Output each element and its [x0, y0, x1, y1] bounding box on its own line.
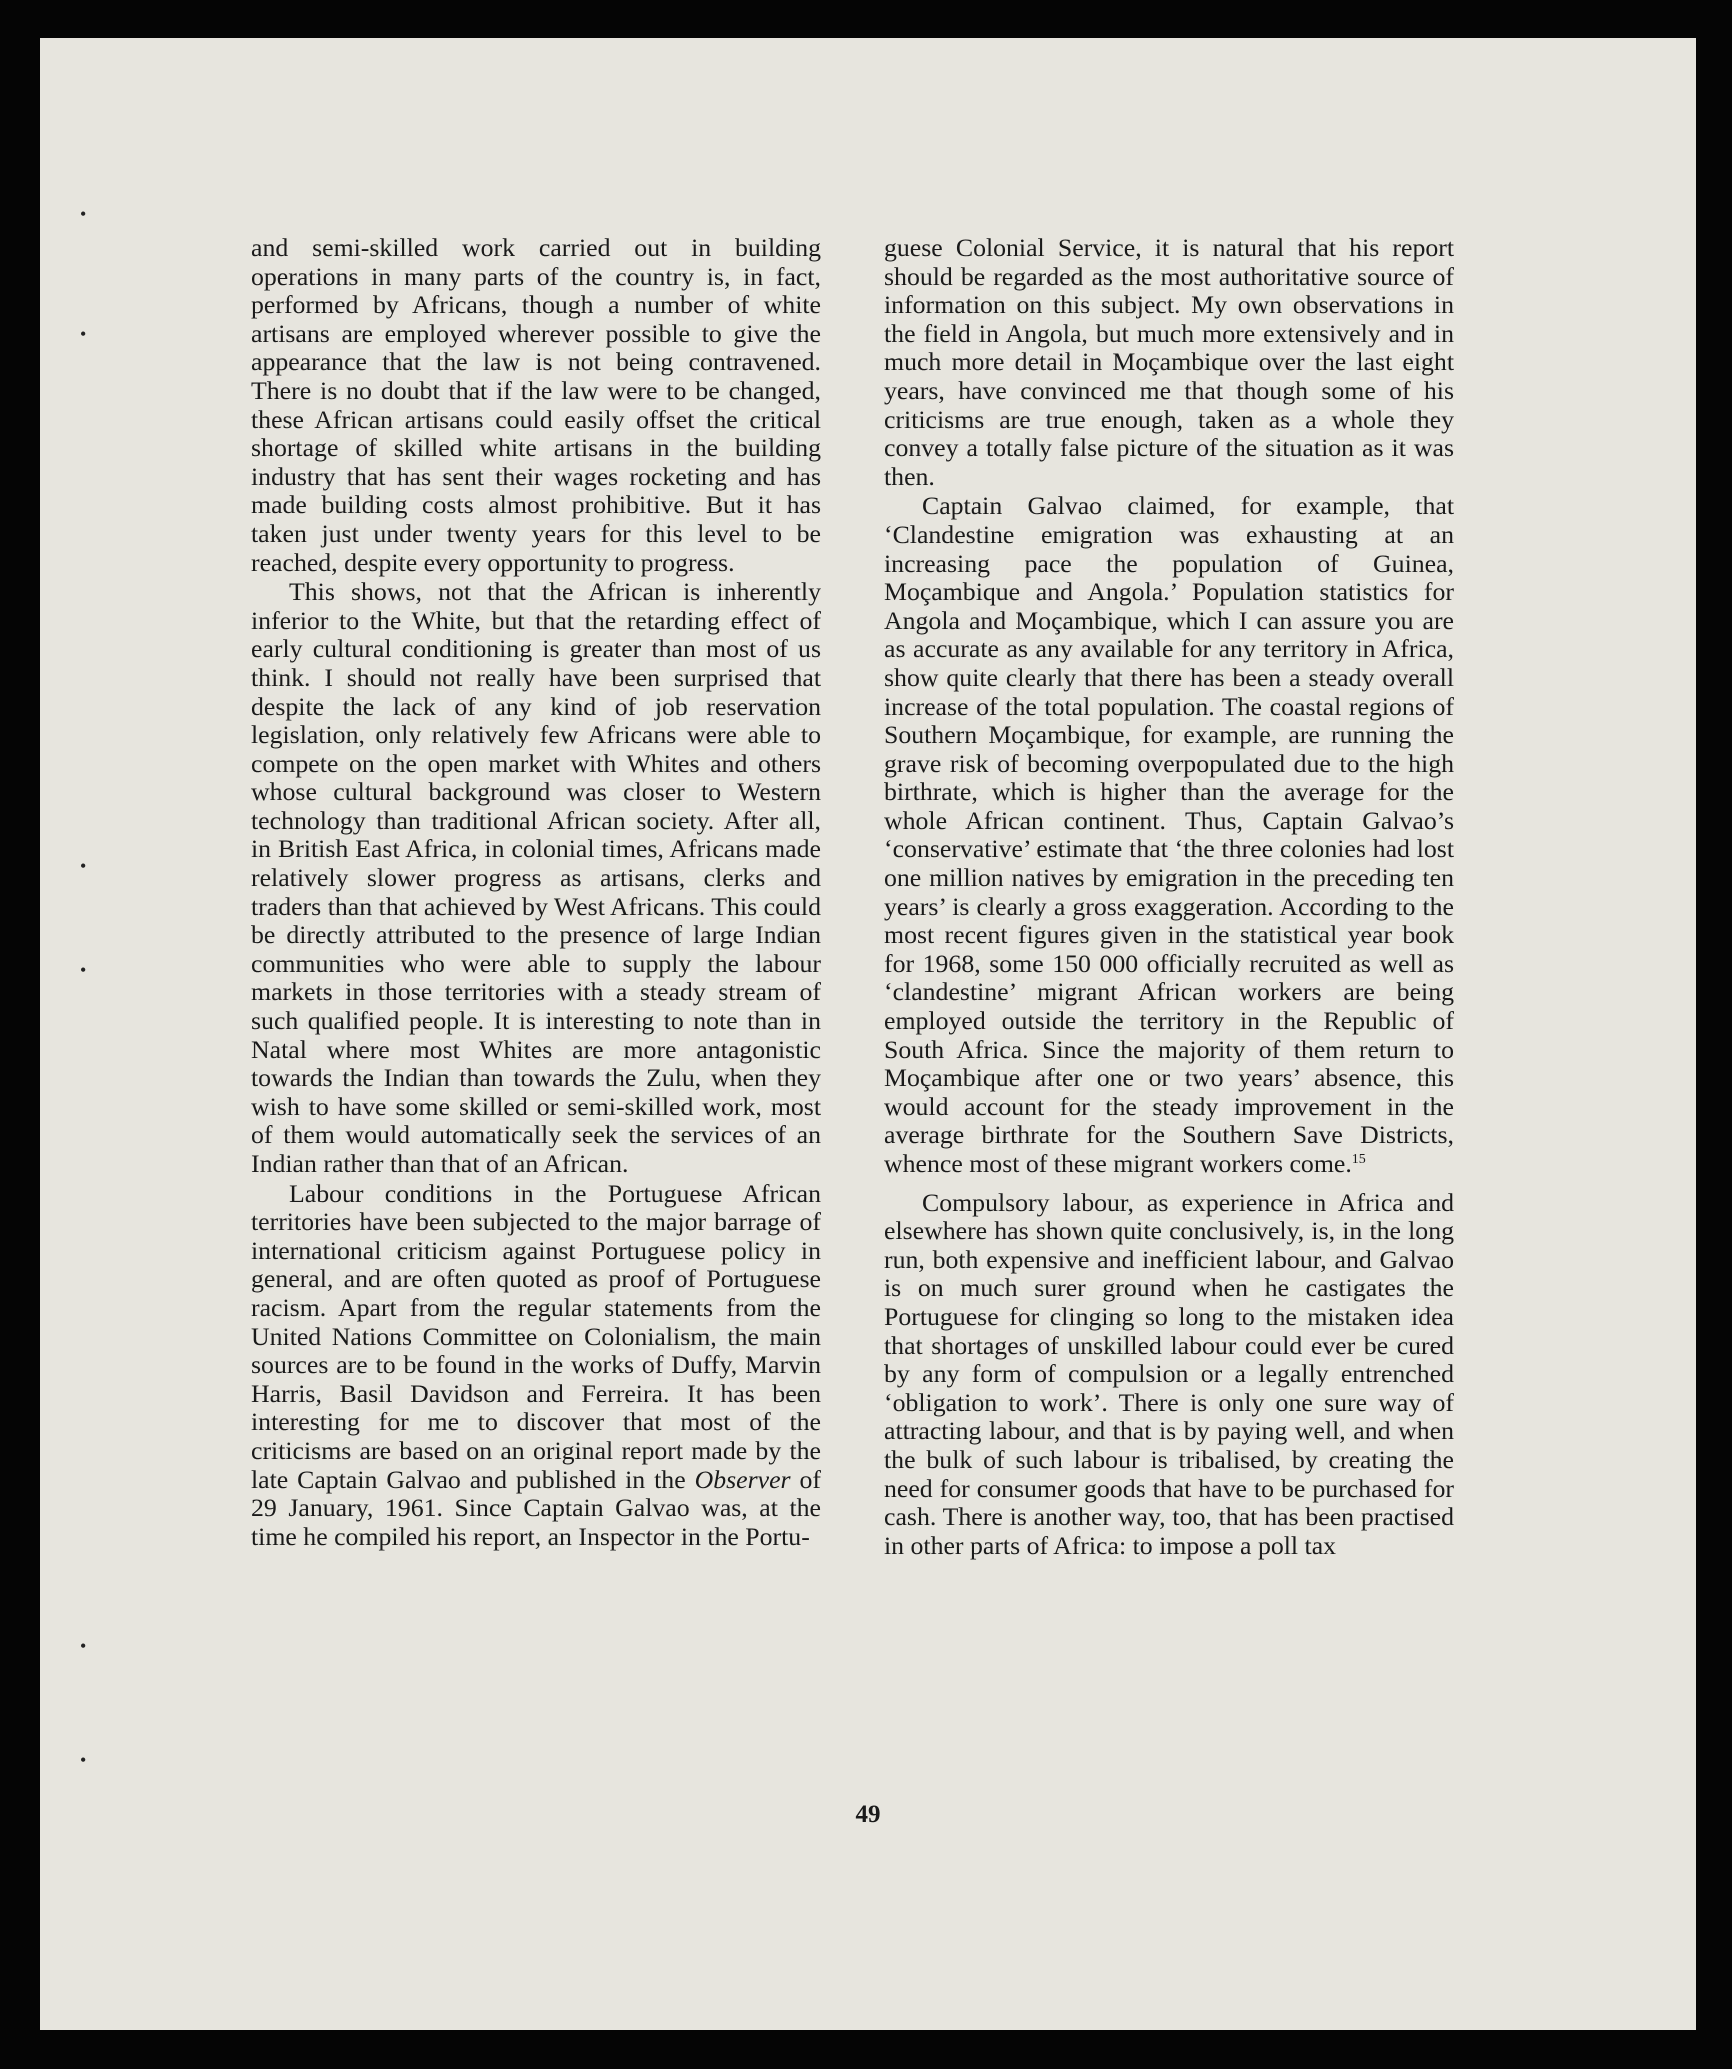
paragraph: [251, 1180, 821, 1552]
margin-mark: •: [80, 856, 87, 876]
paragraph: [884, 492, 1454, 1178]
margin-mark: •: [80, 1636, 87, 1656]
right-column: [884, 234, 1454, 1561]
scanned-page: [40, 38, 1696, 2030]
left-column: [251, 234, 821, 1552]
paragraph: Compulsory labour, as experience in Africa and elsewhere has shown quite conclusively, is, in the long run, both expensive and inefficient labour, and Galvao is on much surer ground when he castigates the Portuguese for clinging so long to the mistaken idea that shortages of unskilled labour could ever be cured by any form of compulsion or a legally entrenched ‘obligation to work’. There is only one sure way of attracting labour, and that is by paying well, and when the bulk of such labour is tribalised, by creating the need for consumer goods that have to be purchased for cash. There is another way, too, that has been practised in other parts of Africa: to impose a poll tax: [884, 1187, 1454, 1560]
margin-mark: •: [80, 204, 87, 224]
footnote-marker: 15: [1351, 1152, 1366, 1167]
paragraph: This shows, not that the African is inherently inferior to the White, but that the retarding effect of early cultural conditioning is greater than most of us think. I should not really have been surprised that despite the lack of any kind of job reservation legislation, only relatively few Africans were able to compete on the open market with Whites and others whose cultural background was closer to Western technology than traditional African society. After all, in British East Africa, in colonial times, Africans made relatively slower progress as artisans, clerks and traders than that achieved by West Africans. This could be directly attributed to the presence of large Indian communities who were able to supply the labour markets in those territories with a steady stream of such qualified people. It is interesting to note than in Natal where most Whites are more antagonistic towards the Indian than towards the Zulu, when they wish to have some skilled or semi-skilled work, most of them would automatically seek the services of an Indian rather than that of an African.: [251, 577, 821, 1178]
margin-mark: •: [80, 324, 87, 344]
paragraph: and semi-skilled work carried out in building operations in many parts of the country is, in fact, performed by Africans, though a number of white artisans are employed wherever possible to give the appearance that the law is not being contravened. There is no doubt that if the law were to be changed, these African artisans could easily offset the critical shortage of skilled white artisans in the building industry that has sent their wages rocketing and has made building costs almost prohibitive. But it has taken just under twenty years for this level to be reached, despite every opportunity to progress.: [251, 233, 821, 577]
publication-title: Observer: [694, 1464, 791, 1494]
margin-mark: •: [80, 960, 87, 980]
paragraph: guese Colonial Service, it is natural that his report should be regarded as the most authoritative source of information on this subject. My own observations in the field in Angola, but much more extensively and in much more detail in Moçambique over the last eight years, have convinced me that though some of his criticisms are true enough, taken as a whole they convey a totally false picture of the situation as it was then.: [884, 233, 1454, 491]
paragraph-text: Captain Galvao claimed, for example, that ‘Clandestine emigration was exhausting at an increasing pace the population of Guinea, Moçambique and Angola.’ Population statistics for Angola and Moçambique, which I can assure you are as accurate as any available for any territory in Africa, show quite clearly that there has been a steady overall increase of the total population. The coastal regions of Southern Moçambique, for example, are running the grave risk of becoming overpopulated due to the high birthrate, which is higher than the average for the whole African continent. Thus, Captain Galvao’s ‘conservative’ estimate that ‘the three colonies had lost one million natives by emigration in the preceding ten years’ is clearly a gross exaggeration. According to the most recent figures given in the statistical year book for 1968, some 150 000 officially recruited as well as ‘clandestine’ migrant African workers are being employed outside the territory in the Republic of South Africa. Since the majority of them return to Moçambique after one or two years’ absence, this would account for the steady improvement in the average birthrate for the Southern Save Districts, whence most of these migrant workers come.: [884, 491, 1454, 1178]
paragraph-text: Labour conditions in the Portuguese African territories have been subjected to the major barrage of international criticism against Portuguese policy in general, and are often quoted as proof of Portuguese racism. Apart from the regular statements from the United Nations Committee on Colonialism, the main sources are to be found in the works of Duffy, Marvin Harris, Basil Davidson and Ferreira. It has been interesting for me to discover that most of the criticisms are based on an original report made by the late Captain Galvao and published in the: [251, 1178, 821, 1494]
page-number: 49: [855, 1801, 881, 1828]
paragraph-text: of 29 January, 1961. Since Captain Galvao was, at the time he compiled his report, an Inspector in the Portu-: [251, 1464, 821, 1551]
margin-mark: •: [80, 1750, 87, 1770]
